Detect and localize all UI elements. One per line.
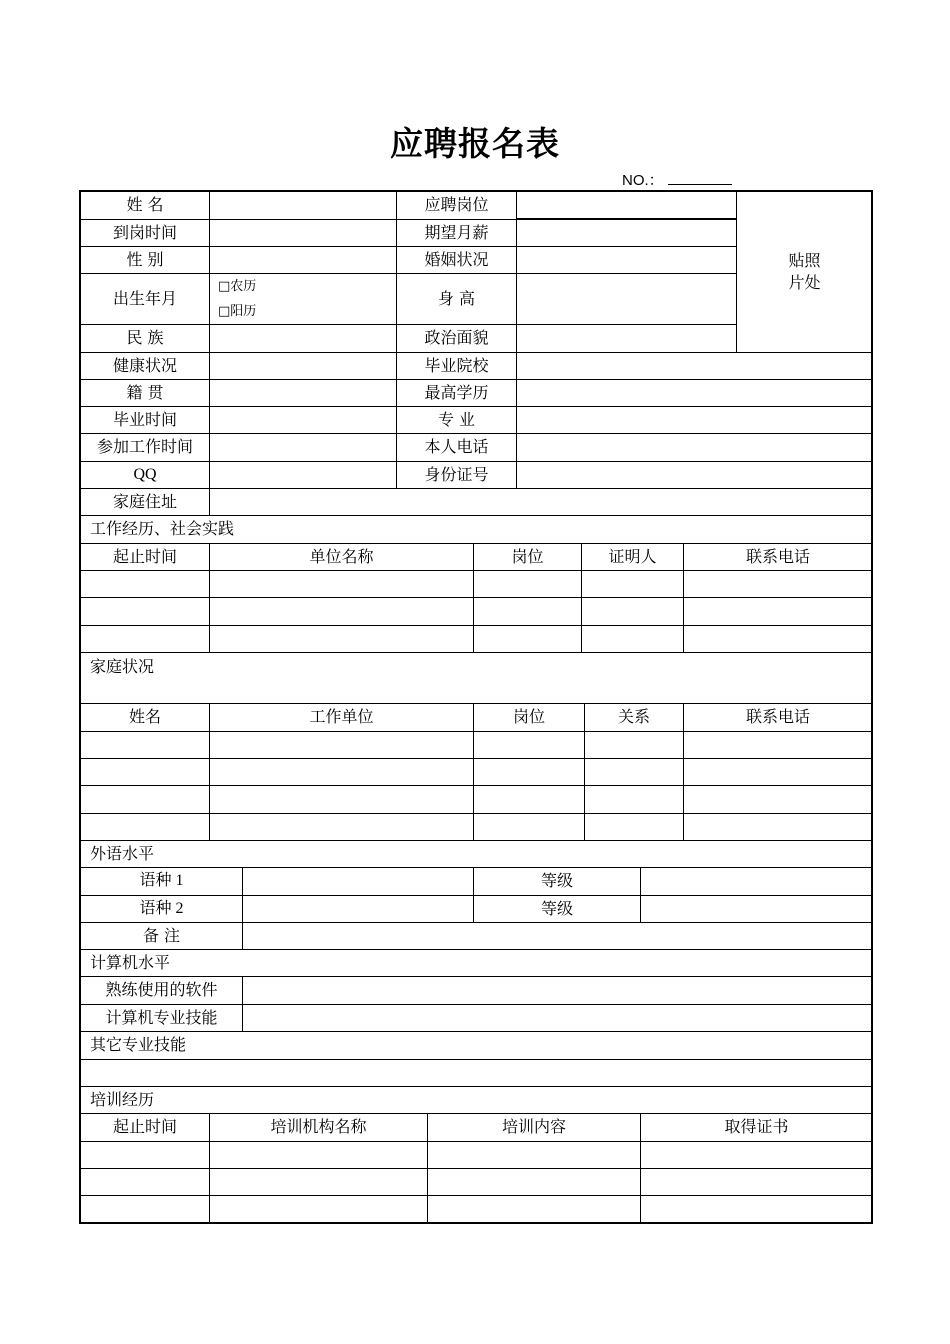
label-native: 籍 贯: [80, 379, 209, 406]
label-name: 姓 名: [80, 191, 209, 219]
training-header-content: 培训内容: [427, 1113, 640, 1141]
training-header-institution: 培训机构名称: [209, 1113, 427, 1141]
form-number: [622, 169, 732, 190]
work-cell[interactable]: [209, 570, 473, 597]
field-health[interactable]: [209, 352, 396, 379]
work-cell[interactable]: [683, 625, 872, 652]
training-cell[interactable]: [80, 1195, 209, 1223]
family-cell[interactable]: [473, 813, 584, 840]
field-grade-1[interactable]: [640, 867, 872, 895]
label-address: 家庭住址: [80, 488, 209, 515]
training-cell[interactable]: [427, 1168, 640, 1195]
family-cell[interactable]: [209, 731, 473, 758]
work-cell[interactable]: [473, 625, 581, 652]
photo-area[interactable]: [736, 191, 872, 352]
work-cell[interactable]: [683, 570, 872, 597]
family-header-post: 岗位: [473, 703, 584, 731]
field-work-start[interactable]: [209, 433, 396, 461]
section-training: 培训经历: [80, 1086, 872, 1113]
label-work-start: 参加工作时间: [80, 433, 209, 461]
label-birth: 出生年月: [80, 273, 209, 324]
field-education[interactable]: [516, 379, 872, 406]
field-major[interactable]: [516, 406, 872, 433]
family-cell[interactable]: [80, 785, 209, 813]
training-cell[interactable]: [427, 1141, 640, 1168]
family-cell[interactable]: [584, 758, 683, 785]
label-language-2: 语种 2: [80, 895, 242, 922]
work-cell[interactable]: [473, 597, 581, 625]
family-cell[interactable]: [473, 785, 584, 813]
training-cell[interactable]: [640, 1168, 872, 1195]
table-border-top: [79, 190, 873, 192]
section-family: 家庭状况: [80, 652, 872, 703]
label-qq: QQ: [80, 461, 209, 488]
label-major: 专 业: [396, 406, 516, 433]
family-cell[interactable]: [80, 813, 209, 840]
label-remark: 备 注: [80, 922, 242, 949]
work-header-contact: 联系电话: [683, 543, 872, 570]
training-cell[interactable]: [427, 1195, 640, 1223]
field-native[interactable]: [209, 379, 396, 406]
label-grade-2: 等级: [473, 895, 640, 922]
field-name[interactable]: [209, 191, 396, 219]
section-computer: 计算机水平: [80, 949, 872, 976]
field-marriage[interactable]: [516, 246, 736, 273]
section-language: 外语水平: [80, 840, 872, 867]
family-cell[interactable]: [80, 731, 209, 758]
label-ethnic: 民 族: [80, 324, 209, 352]
work-cell[interactable]: [80, 597, 209, 625]
family-header-relation: 关系: [584, 703, 683, 731]
training-cell[interactable]: [209, 1168, 427, 1195]
training-cell[interactable]: [209, 1195, 427, 1223]
field-school[interactable]: [516, 352, 872, 379]
photo-label-1: 贴照: [788, 250, 821, 270]
work-cell[interactable]: [209, 625, 473, 652]
field-other-skills[interactable]: [80, 1059, 872, 1086]
label-gender: 性 别: [80, 246, 209, 273]
work-header-post: 岗位: [473, 543, 581, 570]
field-salary[interactable]: [516, 219, 736, 246]
training-cell[interactable]: [80, 1168, 209, 1195]
table-border-left: [79, 191, 81, 1224]
field-grad-time[interactable]: [209, 406, 396, 433]
field-political[interactable]: [516, 324, 736, 352]
label-school: 毕业院校: [396, 352, 516, 379]
family-header-company: 工作单位: [209, 703, 473, 731]
form-title: 应聘报名表: [390, 124, 560, 163]
field-height[interactable]: [516, 273, 736, 324]
label-grad-time: 毕业时间: [80, 406, 209, 433]
work-header-period: 起止时间: [80, 543, 209, 570]
field-position[interactable]: [516, 191, 736, 219]
work-cell[interactable]: [581, 597, 683, 625]
field-language-2[interactable]: [242, 895, 473, 922]
work-cell[interactable]: [473, 570, 581, 597]
field-address[interactable]: [209, 488, 872, 515]
family-cell[interactable]: [209, 813, 473, 840]
label-health: 健康状况: [80, 352, 209, 379]
label-political: 政治面貌: [396, 324, 516, 352]
family-cell[interactable]: [683, 731, 872, 758]
training-cell[interactable]: [80, 1141, 209, 1168]
family-cell[interactable]: [683, 785, 872, 813]
label-arrival: 到岗时间: [80, 219, 209, 246]
form-number-label: NO.：: [622, 172, 664, 189]
field-software[interactable]: [242, 976, 872, 1004]
field-gender[interactable]: [209, 246, 396, 273]
family-header-contact: 联系电话: [683, 703, 872, 731]
label-software: 熟练使用的软件: [80, 976, 242, 1004]
family-cell[interactable]: [473, 758, 584, 785]
family-cell[interactable]: [209, 785, 473, 813]
field-birth[interactable]: [209, 273, 396, 324]
checkbox-solar[interactable]: □阳历: [218, 304, 257, 319]
field-remark[interactable]: [242, 922, 872, 949]
label-id-no: 身份证号: [396, 461, 516, 488]
section-other-skills: 其它专业技能: [80, 1031, 872, 1059]
family-cell[interactable]: [584, 813, 683, 840]
family-cell[interactable]: [584, 731, 683, 758]
training-cell[interactable]: [640, 1195, 872, 1223]
field-id-no[interactable]: [516, 461, 872, 488]
training-header-certificate: 取得证书: [640, 1113, 872, 1141]
work-cell[interactable]: [80, 570, 209, 597]
label-language-1: 语种 1: [80, 867, 242, 895]
work-cell[interactable]: [683, 597, 872, 625]
work-cell[interactable]: [209, 597, 473, 625]
field-qq[interactable]: [209, 461, 396, 488]
field-computer-skills[interactable]: [242, 1004, 872, 1031]
work-cell[interactable]: [80, 625, 209, 652]
field-grade-2[interactable]: [640, 895, 872, 922]
family-cell[interactable]: [683, 758, 872, 785]
label-height: 身 高: [396, 273, 516, 324]
table-border-right: [871, 191, 873, 1224]
field-phone[interactable]: [516, 433, 872, 461]
family-cell[interactable]: [80, 758, 209, 785]
training-cell[interactable]: [209, 1141, 427, 1168]
label-computer-skills: 计算机专业技能: [80, 1004, 242, 1031]
training-header-period: 起止时间: [80, 1113, 209, 1141]
family-header-name: 姓名: [80, 703, 209, 731]
field-arrival[interactable]: [209, 219, 396, 246]
work-cell[interactable]: [581, 570, 683, 597]
family-cell[interactable]: [209, 758, 473, 785]
label-grade-1: 等级: [473, 867, 640, 895]
section-work: 工作经历、社会实践: [80, 515, 872, 543]
family-cell[interactable]: [683, 813, 872, 840]
work-cell[interactable]: [581, 625, 683, 652]
label-education: 最高学历: [396, 379, 516, 406]
form-number-blank[interactable]: [668, 170, 732, 185]
work-header-witness: 证明人: [581, 543, 683, 570]
field-language-1[interactable]: [242, 867, 473, 895]
photo-label-2: 片处: [788, 273, 821, 292]
label-salary: 期望月薪: [396, 219, 516, 246]
checkbox-lunar[interactable]: □农历: [218, 279, 257, 294]
work-header-company: 单位名称: [209, 543, 473, 570]
training-cell[interactable]: [640, 1141, 872, 1168]
label-position: 应聘岗位: [396, 191, 516, 219]
family-cell[interactable]: [473, 731, 584, 758]
label-marriage: 婚姻状况: [396, 246, 516, 273]
table-border-bottom: [79, 1222, 873, 1224]
field-ethnic[interactable]: [209, 324, 396, 352]
label-phone: 本人电话: [396, 433, 516, 461]
family-cell[interactable]: [584, 785, 683, 813]
